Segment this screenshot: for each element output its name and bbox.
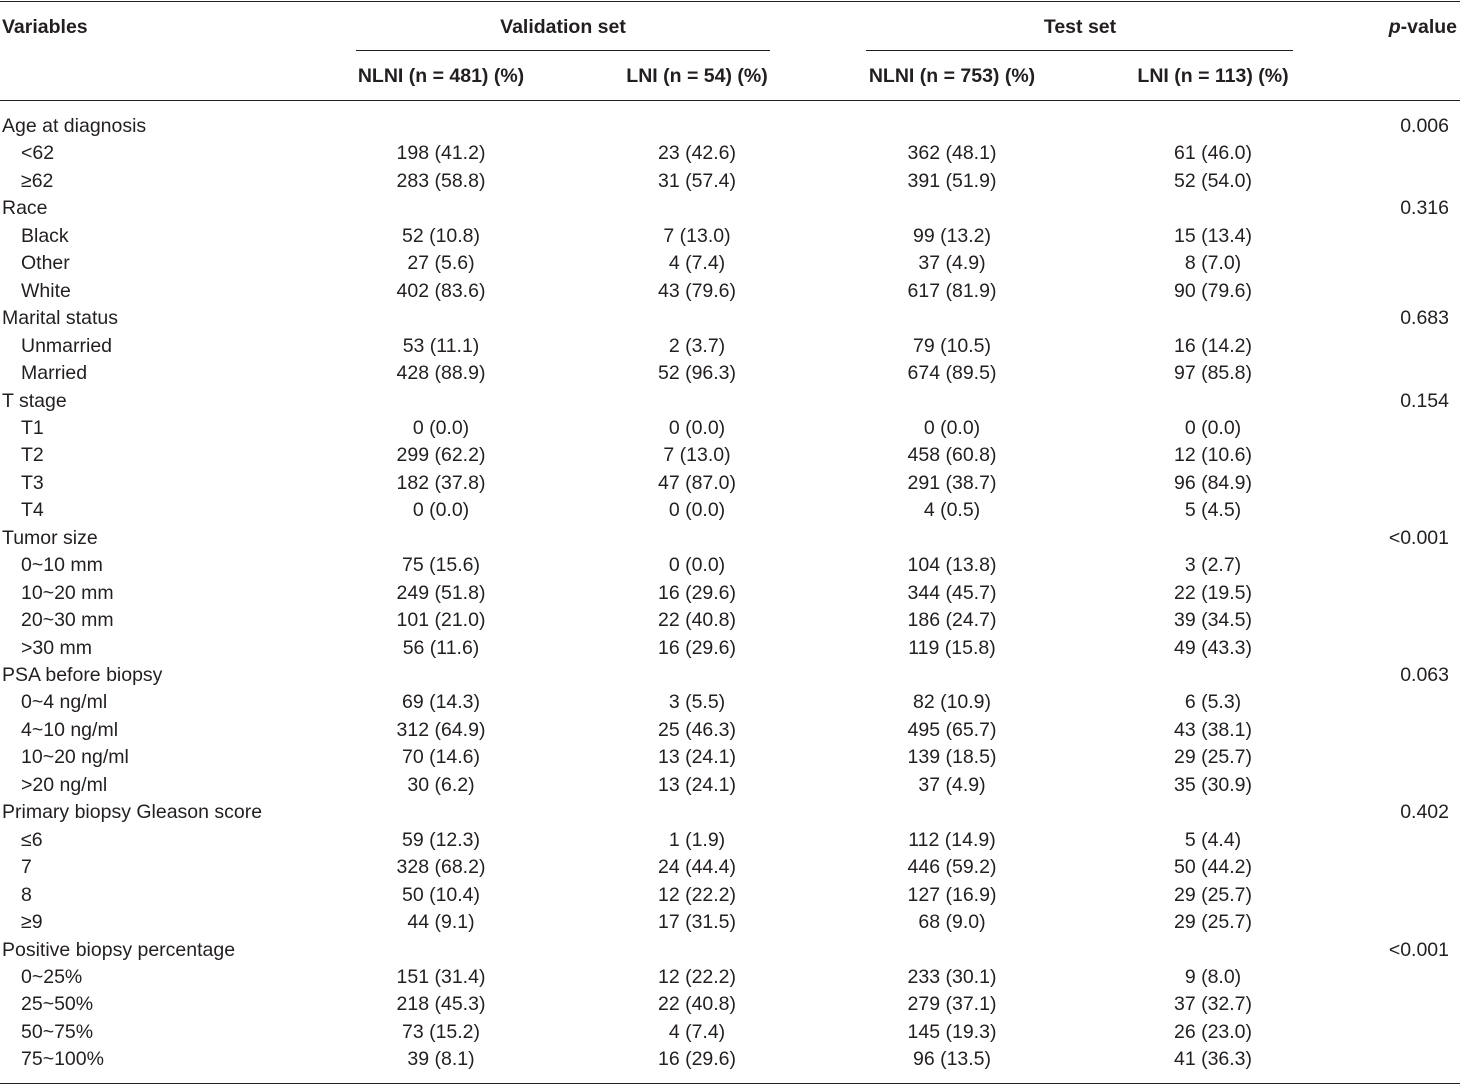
variable-category-label: 7 xyxy=(21,856,32,879)
variable-category-label: <62 xyxy=(21,142,55,165)
table-cell-v4: 0 (0.0) xyxy=(1184,416,1242,439)
variable-category-label: 0~25% xyxy=(21,965,83,988)
variable-category-label: T1 xyxy=(21,416,44,439)
table-cell-v1: 44 (9.1) xyxy=(407,911,475,934)
header-val-nlni: NLNI (n = 481) (%) xyxy=(357,65,525,87)
table-cell-v3: 186 (24.7) xyxy=(907,609,997,632)
table-cell-v4: 39 (34.5) xyxy=(1173,609,1253,632)
table-cell-v3: 139 (18.5) xyxy=(907,746,997,769)
table-cell-v1: 39 (8.1) xyxy=(407,1048,475,1071)
table-cell-v3: 145 (19.3) xyxy=(907,1020,997,1043)
table-cell-v1: 30 (6.2) xyxy=(407,773,475,796)
table-cell-v2: 3 (5.5) xyxy=(668,691,726,714)
header-p-suffix: -value xyxy=(1400,16,1457,38)
variable-category-label: 0~4 ng/ml xyxy=(21,691,108,714)
header-test-nlni: NLNI (n = 753) (%) xyxy=(868,65,1036,87)
header-val-lni: LNI (n = 54) (%) xyxy=(626,65,768,87)
table-cell-v3: 0 (0.0) xyxy=(923,416,981,439)
table-cell-v2: 0 (0.0) xyxy=(668,416,726,439)
table-cell-v4: 9 (8.0) xyxy=(1184,965,1242,988)
variable-group-label: Primary biopsy Gleason score xyxy=(2,801,263,824)
table-cell-v3: 96 (13.5) xyxy=(912,1048,992,1071)
table-cell-v1: 50 (10.4) xyxy=(401,883,481,906)
variable-category-label: >20 ng/ml xyxy=(21,773,108,796)
header-p-letter: p xyxy=(1388,16,1401,38)
variable-category-label: T3 xyxy=(21,471,44,494)
table-cell-v3: 37 (4.9) xyxy=(918,773,986,796)
variable-group-label: Age at diagnosis xyxy=(2,115,147,137)
header-validation-set: Validation set xyxy=(500,16,626,38)
variable-category-label: T2 xyxy=(21,444,44,467)
p-value-cell: 0.006 xyxy=(1400,115,1449,137)
table-cell-v2: 22 (40.8) xyxy=(657,993,737,1016)
table-cell-v1: 312 (64.9) xyxy=(396,718,486,741)
table-cell-v1: 70 (14.6) xyxy=(401,746,481,769)
table-cell-v1: 151 (31.4) xyxy=(396,965,486,988)
table-cell-v2: 43 (79.6) xyxy=(657,279,737,302)
table-cell-v4: 41 (36.3) xyxy=(1173,1048,1253,1071)
table-cell-v2: 0 (0.0) xyxy=(668,499,726,522)
variable-group-label: Race xyxy=(2,197,48,220)
table-cell-v1: 299 (62.2) xyxy=(396,444,486,467)
table-cell-v1: 402 (83.6) xyxy=(396,279,486,302)
table-cell-v1: 73 (15.2) xyxy=(401,1020,481,1043)
table-cell-v4: 15 (13.4) xyxy=(1173,224,1253,247)
table-cell-v1: 182 (37.8) xyxy=(396,471,486,494)
table-cell-v2: 17 (31.5) xyxy=(657,911,737,934)
variable-category-label: 4~10 ng/ml xyxy=(21,718,119,741)
table-cell-v3: 674 (89.5) xyxy=(907,362,997,385)
table-cell-v4: 8 (7.0) xyxy=(1184,252,1242,275)
table-cell-v3: 279 (37.1) xyxy=(907,993,997,1016)
table-cell-v1: 56 (11.6) xyxy=(402,636,480,659)
table-cell-v3: 391 (51.9) xyxy=(907,169,997,192)
p-value-cell: <0.001 xyxy=(1388,938,1449,961)
table-cell-v1: 328 (68.2) xyxy=(396,856,486,879)
table-cell-v3: 119 (15.8) xyxy=(908,636,996,659)
table-cell-v1: 53 (11.1) xyxy=(402,334,480,357)
table-cell-v3: 458 (60.8) xyxy=(907,444,997,467)
table-cell-v3: 495 (65.7) xyxy=(907,718,997,741)
variable-category-label: ≥62 xyxy=(21,169,54,192)
header-variables: Variables xyxy=(2,16,88,38)
table-cell-v3: 617 (81.9) xyxy=(907,279,997,302)
table-cell-v3: 362 (48.1) xyxy=(907,142,997,165)
variable-category-label: ≤6 xyxy=(21,828,43,851)
table-cell-v1: 249 (51.8) xyxy=(396,581,486,604)
variable-category-label: 50~75% xyxy=(21,1020,94,1043)
variable-category-label: White xyxy=(21,279,71,302)
table-cell-v2: 22 (40.8) xyxy=(657,609,737,632)
table-cell-v3: 104 (13.8) xyxy=(907,554,997,577)
table-cell-v2: 4 (7.4) xyxy=(668,1020,726,1043)
header-test-lni: LNI (n = 113) (%) xyxy=(1137,65,1289,87)
table-cell-v3: 68 (9.0) xyxy=(918,911,986,934)
variable-category-label: Unmarried xyxy=(21,334,113,357)
variable-group-label: PSA before biopsy xyxy=(2,664,163,686)
table-cell-v1: 0 (0.0) xyxy=(412,416,470,439)
table-cell-v4: 3 (2.7) xyxy=(1184,554,1242,577)
variable-category-label: 0~10 mm xyxy=(21,554,103,577)
p-value-cell: 0.154 xyxy=(1400,389,1449,412)
table-cell-v2: 7 (13.0) xyxy=(663,444,731,467)
table-cell-v1: 0 (0.0) xyxy=(412,499,470,522)
table-cell-v2: 24 (44.4) xyxy=(657,856,737,879)
table-cell-v2: 2 (3.7) xyxy=(668,334,726,357)
variable-group-label: Marital status xyxy=(2,307,118,330)
table-cell-v3: 82 (10.9) xyxy=(912,691,992,714)
table-cell-v2: 13 (24.1) xyxy=(657,773,737,796)
table-cell-v4: 12 (10.6) xyxy=(1173,444,1253,467)
variable-category-label: Black xyxy=(21,224,69,247)
table-cell-v4: 5 (4.4) xyxy=(1184,828,1242,851)
variable-category-label: 8 xyxy=(21,883,32,906)
p-value-cell: 0.316 xyxy=(1400,197,1449,220)
table-cell-v2: 25 (46.3) xyxy=(657,718,737,741)
table-cell-v2: 12 (22.2) xyxy=(657,965,737,988)
table-cell-v3: 37 (4.9) xyxy=(918,252,986,275)
table-cell-v3: 291 (38.7) xyxy=(907,471,997,494)
table-cell-v2: 13 (24.1) xyxy=(657,746,737,769)
table-cell-v4: 29 (25.7) xyxy=(1173,911,1253,934)
variable-category-label: 10~20 mm xyxy=(21,581,114,604)
table-cell-v4: 22 (19.5) xyxy=(1173,581,1253,604)
header-bottom-rule xyxy=(0,100,1460,101)
table-cell-v2: 23 (42.6) xyxy=(657,142,737,165)
table-cell-v4: 97 (85.8) xyxy=(1173,362,1253,385)
table-cell-v2: 52 (96.3) xyxy=(657,362,737,385)
table-cell-v4: 29 (25.7) xyxy=(1173,746,1253,769)
table-cell-v1: 52 (10.8) xyxy=(401,224,481,247)
table-top-rule xyxy=(0,1,1460,2)
table-cell-v2: 16 (29.6) xyxy=(657,636,737,659)
variable-group-label: Positive biopsy percentage xyxy=(2,938,236,961)
table-cell-v1: 428 (88.9) xyxy=(396,362,486,385)
table-cell-v4: 6 (5.3) xyxy=(1184,691,1242,714)
p-value-cell: 0.063 xyxy=(1400,664,1449,686)
table-cell-v4: 49 (43.3) xyxy=(1173,636,1253,659)
table-cell-v1: 198 (41.2) xyxy=(396,142,486,165)
variable-group-label: Tumor size xyxy=(2,526,98,549)
test-set-underline xyxy=(866,50,1293,51)
table-cell-v4: 29 (25.7) xyxy=(1173,883,1253,906)
table-cell-v4: 37 (32.7) xyxy=(1173,993,1253,1016)
table-cell-v4: 50 (44.2) xyxy=(1173,856,1253,879)
variable-category-label: Married xyxy=(21,362,88,385)
table-cell-v4: 5 (4.5) xyxy=(1184,499,1242,522)
table-cell-v2: 47 (87.0) xyxy=(657,471,737,494)
table-cell-v1: 283 (58.8) xyxy=(396,169,486,192)
table-cell-v4: 96 (84.9) xyxy=(1173,471,1253,494)
table-cell-v2: 31 (57.4) xyxy=(657,169,737,192)
table-cell-v3: 344 (45.7) xyxy=(907,581,997,604)
table-cell-v3: 127 (16.9) xyxy=(907,883,997,906)
table-cell-v4: 43 (38.1) xyxy=(1173,718,1253,741)
table-cell-v4: 61 (46.0) xyxy=(1173,142,1253,165)
header-p-value xyxy=(1389,16,1457,38)
table-cell-v2: 16 (29.6) xyxy=(657,581,737,604)
variable-category-label: 20~30 mm xyxy=(21,609,114,632)
p-value-cell: <0.001 xyxy=(1388,526,1449,549)
table-cell-v4: 35 (30.9) xyxy=(1173,773,1253,796)
table-cell-v2: 4 (7.4) xyxy=(668,252,726,275)
table-cell-v4: 90 (79.6) xyxy=(1173,279,1253,302)
table-cell-v2: 0 (0.0) xyxy=(668,554,726,577)
validation-set-underline xyxy=(356,50,770,51)
table-cell-v1: 69 (14.3) xyxy=(401,691,481,714)
table-cell-v2: 12 (22.2) xyxy=(657,883,737,906)
table-cell-v2: 16 (29.6) xyxy=(657,1048,737,1071)
variable-category-label: T4 xyxy=(21,499,44,522)
table-bottom-rule xyxy=(0,1083,1460,1084)
table-cell-v3: 446 (59.2) xyxy=(907,856,997,879)
variable-category-label: 75~100% xyxy=(21,1048,104,1071)
table-cell-v3: 99 (13.2) xyxy=(912,224,992,247)
table-cell-v4: 16 (14.2) xyxy=(1173,334,1253,357)
variable-category-label: 10~20 ng/ml xyxy=(21,746,129,769)
p-value-cell: 0.683 xyxy=(1400,307,1449,330)
table-cell-v3: 79 (10.5) xyxy=(912,334,992,357)
header-test-set: Test set xyxy=(1043,16,1117,38)
p-value-cell: 0.402 xyxy=(1400,801,1449,824)
table-cell-v3: 4 (0.5) xyxy=(923,499,981,522)
variable-category-label: Other xyxy=(21,252,70,275)
table-cell-v2: 7 (13.0) xyxy=(663,224,731,247)
table-cell-v1: 101 (21.0) xyxy=(396,609,486,632)
table-cell-v3: 233 (30.1) xyxy=(907,965,997,988)
table-cell-v1: 218 (45.3) xyxy=(396,993,486,1016)
table-cell-v1: 59 (12.3) xyxy=(401,828,481,851)
table-cell-v4: 26 (23.0) xyxy=(1173,1020,1253,1043)
table-cell-v1: 75 (15.6) xyxy=(401,554,481,577)
table-cell-v1: 27 (5.6) xyxy=(407,252,475,275)
table-cell-v4: 52 (54.0) xyxy=(1173,169,1253,192)
table-cell-v2: 1 (1.9) xyxy=(668,828,726,851)
variable-category-label: >30 mm xyxy=(21,636,92,659)
table-cell-v3: 112 (14.9) xyxy=(908,828,996,851)
variable-category-label: ≥9 xyxy=(21,911,43,934)
variable-category-label: 25~50% xyxy=(21,993,94,1016)
variable-group-label: T stage xyxy=(2,389,67,412)
